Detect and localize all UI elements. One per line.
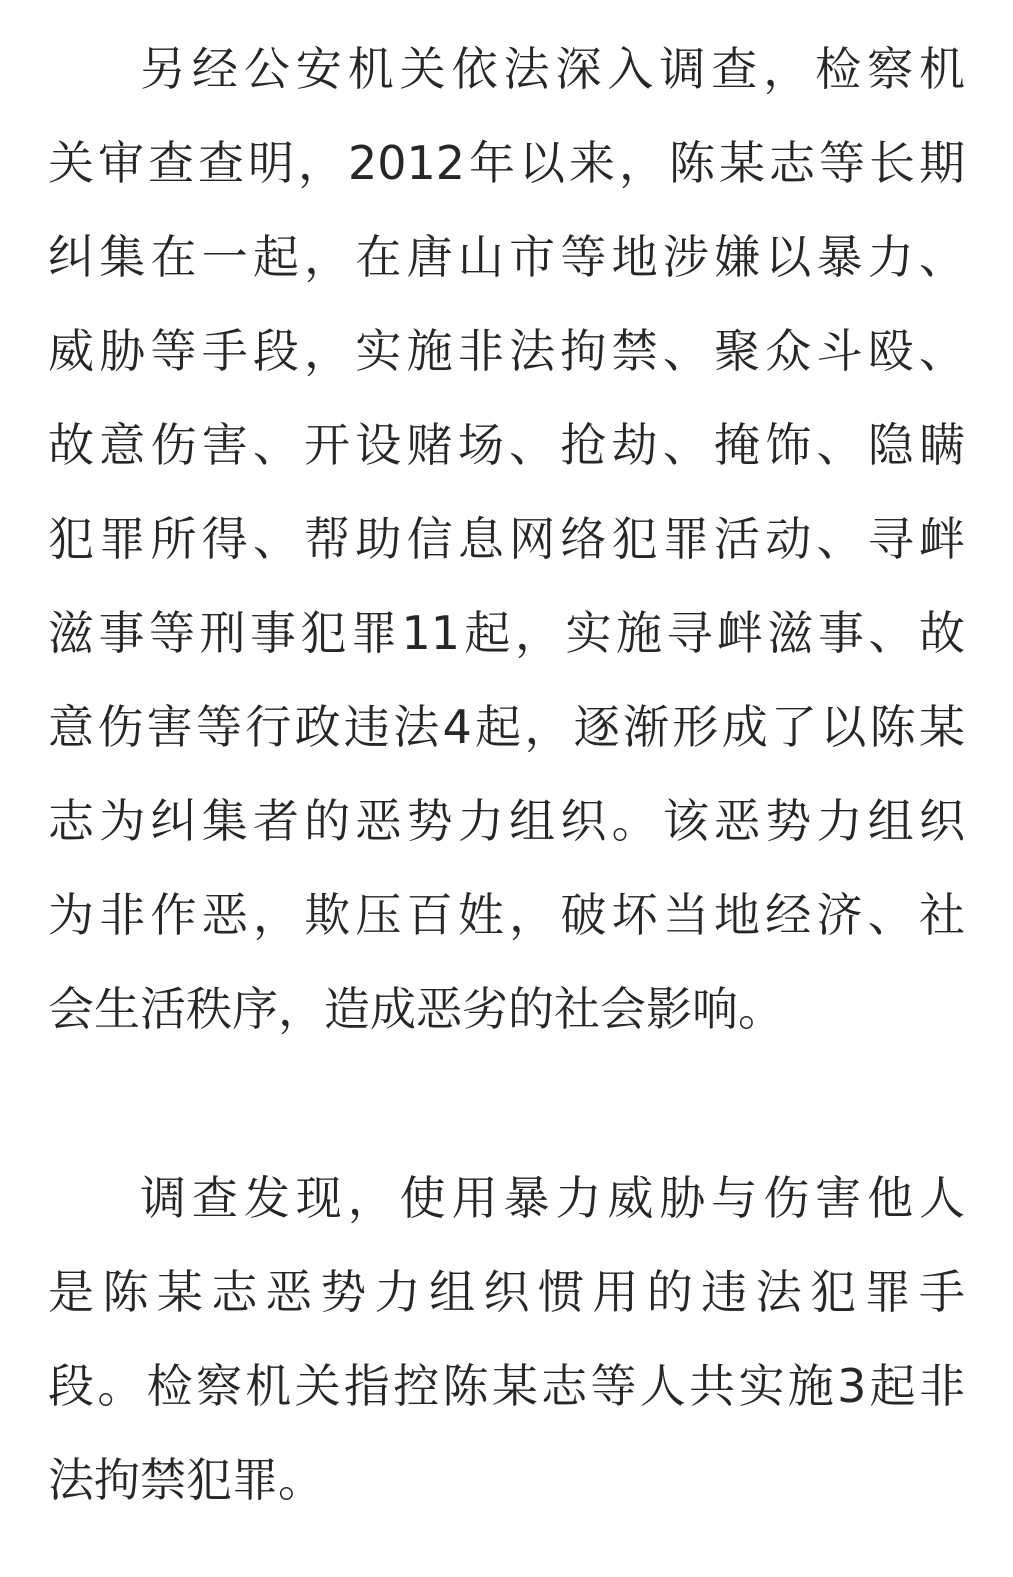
text-line: 威胁等手段，实施非法拘禁、聚众斗殴、: [48, 324, 965, 378]
text-line: 是陈某志恶势力组织惯用的违法犯罪手: [48, 1265, 965, 1319]
text-line: 纠集在一起，在唐山市等地涉嫌以暴力、: [48, 230, 965, 284]
paragraph-investigation-findings: [48, 22, 965, 1056]
text-line: 会生活秩序，造成恶劣的社会影响。: [48, 982, 784, 1036]
text-line: 为非作恶，欺压百姓，破坏当地经济、社: [48, 888, 965, 942]
text-line: 法拘禁犯罪。: [48, 1453, 324, 1507]
text-line: 故意伤害、开设赌场、抢劫、掩饰、隐瞒: [48, 418, 965, 472]
paragraph-violence-methods: [48, 1151, 965, 1527]
text-line: 另经公安机关依法深入调查，检察机: [140, 42, 965, 96]
text-line: 调查发现，使用暴力威胁与伤害他人: [140, 1171, 965, 1225]
text-line: 段。检察机关指控陈某志等人共实施3起非: [48, 1359, 965, 1413]
text-line: 犯罪所得、帮助信息网络犯罪活动、寻衅: [48, 512, 965, 566]
text-line: 关审查查明，2012年以来，陈某志等长期: [48, 136, 965, 190]
text-line: 志为纠集者的恶势力组织。该恶势力组织: [48, 794, 965, 848]
text-line: 滋事等刑事犯罪11起，实施寻衅滋事、故: [48, 606, 965, 660]
text-line: 意伤害等行政违法4起，逐渐形成了以陈某: [48, 700, 965, 754]
